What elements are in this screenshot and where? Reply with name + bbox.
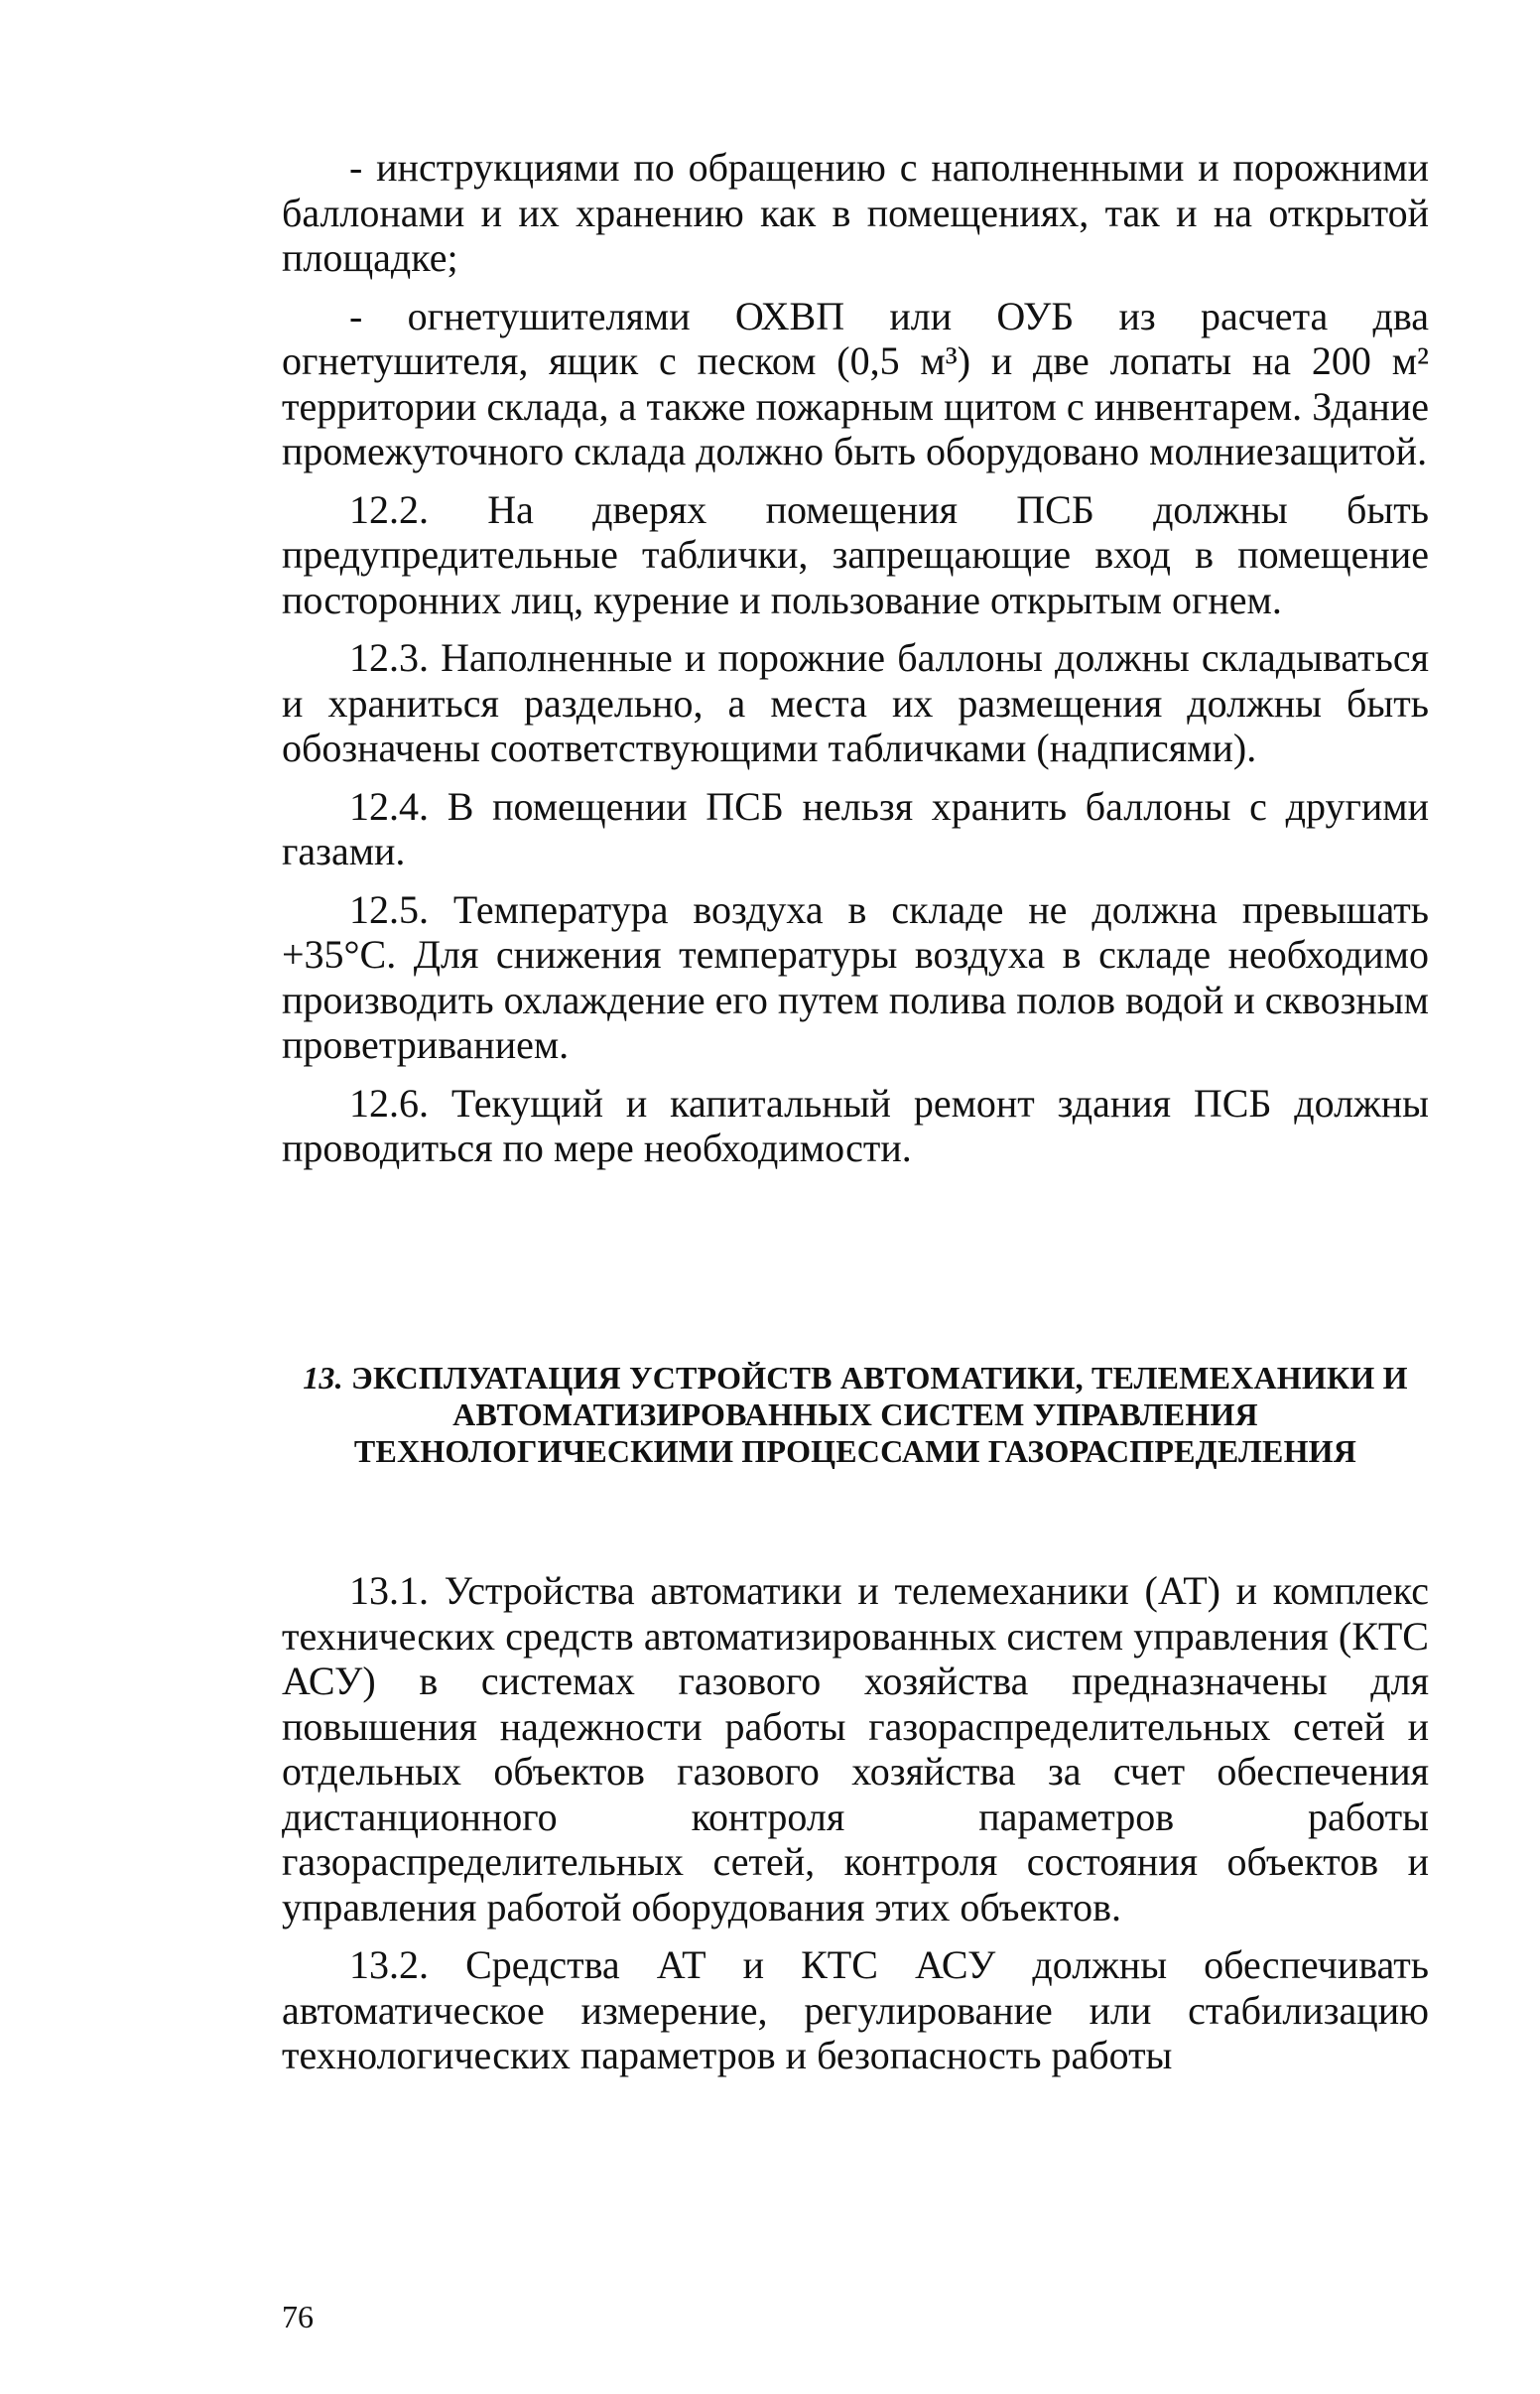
section-13-heading — [282, 1360, 1429, 1470]
section-13-number: 13. — [303, 1360, 343, 1396]
section-13-title: ЭКСПЛУАТАЦИЯ УСТРОЙСТВ АВТОМАТИКИ, ТЕЛЕМЕХАНИКИ И АВТОМАТИЗИРОВАННЫХ СИСТЕМ УПРАВЛЕНИЯ ТЕХНОЛОГИЧЕСКИМИ ПРОЦЕССАМИ ГАЗОРАСПРЕДЕЛЕНИЯ — [351, 1360, 1408, 1469]
paragraph-12-6: 12.6. Текущий и капитальный ремонт здания ПСБ должны проводиться по мере необходимости. — [282, 1080, 1429, 1170]
page-number: 76 — [282, 2299, 314, 2334]
paragraph-12-4: 12.4. В помещении ПСБ нельзя хранить баллоны с другими газами. — [282, 783, 1429, 873]
section-12-text — [282, 145, 1429, 1171]
paragraph-12-2: 12.2. На дверях помещения ПСБ должны быть предупредительные таблички, запрещающие вход в помещение посторонних лиц, курение и пользование открытым огнем. — [282, 486, 1429, 622]
paragraph-12-3: 12.3. Наполненные и порожние баллоны должны складываться и храниться раздельно, а места их размещения должны быть обозначены соответствующими табличками (надписями). — [282, 635, 1429, 770]
paragraph-13-2: 13.2. Средства АТ и КТС АСУ должны обеспечивать автоматическое измерение, регулирование или стабилизацию технологических параметров и безопасность работы — [282, 1942, 1429, 2077]
paragraph-13-1: 13.1. Устройства автоматики и телемеханики (АТ) и комплекс технических средств автоматизированных систем управления (КТС АСУ) в системах газового хозяйства предназначены для повышения надежности работы газораспределительных сетей и отдельных объектов газового хозяйства за счет обеспечения дистанционного контроля параметров работы газораспределительных сетей, контроля состояния объектов и управления работой оборудования этих объектов. — [282, 1568, 1429, 1929]
paragraph-12-5: 12.5. Температура воздуха в складе не должна превышать +35°С. Для снижения температуры воздуха в складе необходимо производить охлаждение его путем полива полов водой и сквозным проветриванием. — [282, 886, 1429, 1067]
instruction-list-item: - инструкциями по обращению с наполненными и порожними баллонами и их хранению как в помещениях, так и на открытой площадке; — [282, 145, 1429, 280]
extinguisher-list-item: - огнетушителями ОХВП или ОУБ из расчета два огнетушителя, ящик с песком (0,5 м³) и две лопаты на 200 м² территории склада, а также пожарным щитом с инвентарем. Здание промежуточного склада должно быть оборудовано молниезащитой. — [282, 293, 1429, 473]
section-13-text — [282, 1568, 1429, 2078]
